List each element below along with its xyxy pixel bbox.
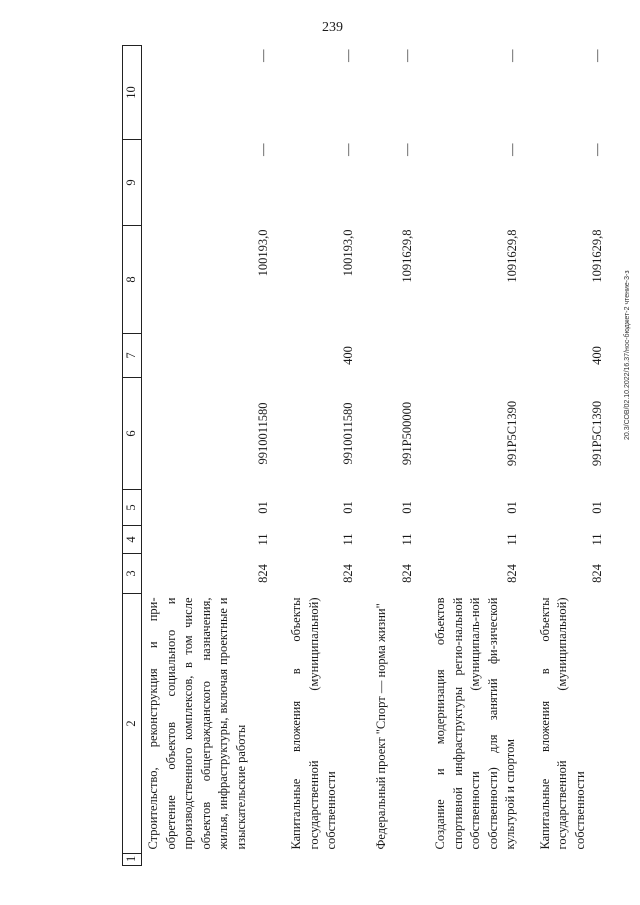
cell-col-10: — <box>256 49 270 62</box>
cell-amount: 100193,0 <box>341 229 355 277</box>
cell-admin: 824 <box>589 564 604 583</box>
cell-section: 11 <box>400 533 414 546</box>
row-description: Федеральный проект "Спорт — норма жизни" <box>374 603 388 850</box>
cell-section: 11 <box>504 533 519 546</box>
cell-admin: 824 <box>256 564 270 583</box>
header-col-2: 2 <box>123 594 142 854</box>
cell-target-article: 9910011580 <box>256 402 270 465</box>
cell-expense-type <box>142 334 275 378</box>
header-col-9: 9 <box>123 140 142 226</box>
cell-col-9: — <box>341 143 355 156</box>
table-row <box>274 46 359 866</box>
cell-subsection: 01 <box>589 501 604 514</box>
header-col-8: 8 <box>123 226 142 334</box>
header-col-6: 6 <box>123 378 142 490</box>
cell-section: 11 <box>589 533 604 546</box>
cell-col-9: — <box>589 143 604 156</box>
cell-col-9: — <box>400 143 414 156</box>
row-description: Капитальные вложения в объекты государственной (муниципальной) собственности <box>537 597 587 850</box>
cell-target-article: 9910011580 <box>341 402 355 465</box>
cell-col-10: — <box>341 49 355 62</box>
budget-table <box>122 45 608 866</box>
table-row <box>142 46 275 866</box>
table-row <box>418 46 523 866</box>
table-row <box>523 46 608 866</box>
cell-section: 11 <box>341 533 355 546</box>
cell-col-9: — <box>504 143 519 156</box>
header-col-4: 4 <box>123 526 142 554</box>
cell-expense-type <box>359 334 418 378</box>
cell-admin: 824 <box>504 564 519 583</box>
row-description: Капитальные вложения в объекты государственной (муниципальной) собственности <box>289 597 338 850</box>
cell-subsection: 01 <box>504 501 519 514</box>
side-stamp-text: 20.3/СОВ/02.10.2022/16.37/нос-бюджет-2 чтение-3-з <box>624 270 631 440</box>
header-col-10: 10 <box>123 46 142 140</box>
cell-subsection: 01 <box>256 501 270 514</box>
budget-table-rotated <box>122 46 627 866</box>
cell-target-article: 991P5C1390 <box>504 400 519 467</box>
cell-amount: 100193,0 <box>256 229 270 277</box>
cell-admin: 824 <box>400 564 414 583</box>
cell-amount: 1091629,8 <box>504 229 519 283</box>
cell-subsection: 01 <box>400 501 414 514</box>
page-number: 239 <box>322 20 343 35</box>
cell-expense-type <box>418 334 523 378</box>
cell-col-10: — <box>504 49 519 62</box>
cell-col-10: — <box>400 49 414 62</box>
header-row <box>123 46 142 866</box>
cell-amount: 1091629,8 <box>400 229 414 283</box>
header-col-3: 3 <box>123 554 142 594</box>
cell-expense-type: 400 <box>341 346 355 365</box>
cell-amount: 1091629,8 <box>589 229 604 283</box>
cell-expense-type: 400 <box>589 346 604 365</box>
row-description: Создание и модернизация объектов спортивной инфраструктуры регио-нальной собственности (муниципаль-ной собственности) для занятий фи-зической культурой и спортом <box>433 597 517 850</box>
cell-target-article: 991P5C1390 <box>589 400 604 467</box>
table-row <box>359 46 418 866</box>
cell-col-9: — <box>256 143 270 156</box>
header-col-7: 7 <box>123 334 142 378</box>
cell-target-article: 991P500000 <box>400 401 414 466</box>
row-description: Строительство, реконструкция и при-обретение объектов социального и производственного комплексов, в том числе объектов общегражданского назначения, жилья, инфраструктуры, включая проектные и изыскательские работы <box>146 597 248 850</box>
cell-subsection: 01 <box>341 501 355 514</box>
cell-section: 11 <box>256 533 270 546</box>
cell-admin: 824 <box>341 564 355 583</box>
header-col-1: 1 <box>123 854 142 866</box>
cell-col-10: — <box>589 49 604 62</box>
header-col-5: 5 <box>123 490 142 526</box>
